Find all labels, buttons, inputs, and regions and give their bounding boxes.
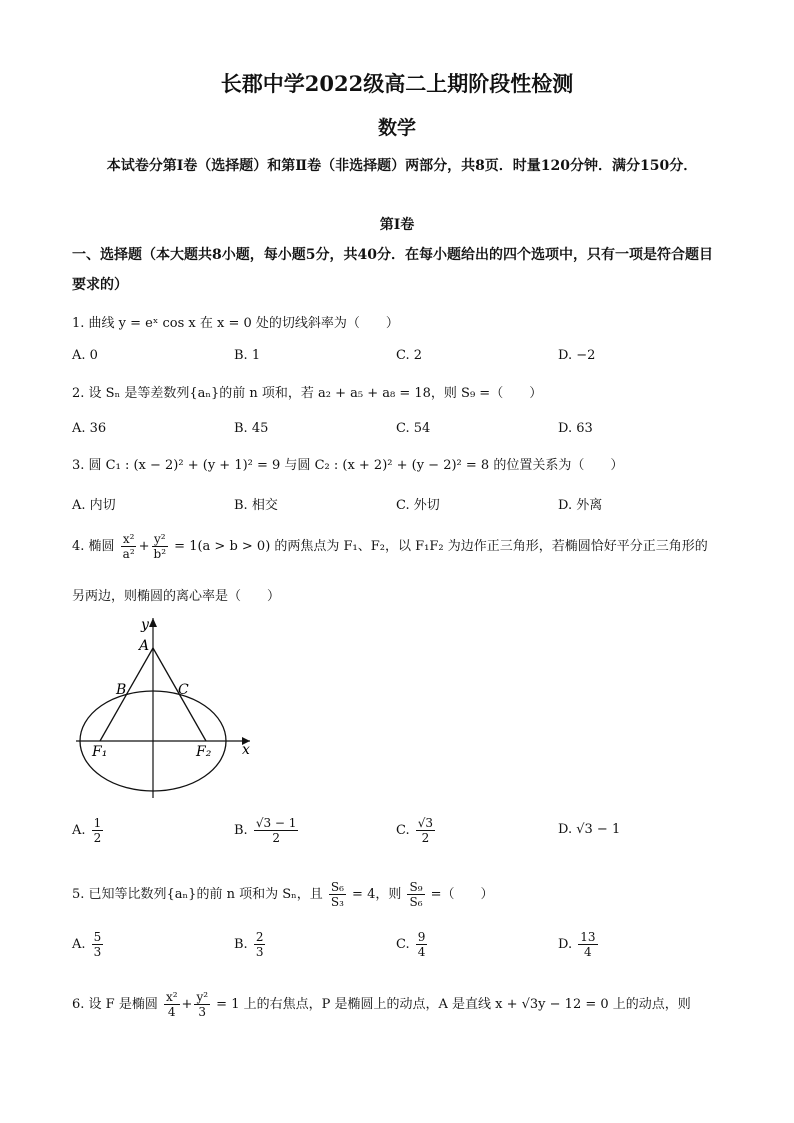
section-heading: 一、选择题（本大题共8小题，每小题5分，共40分．在每小题给出的四个选项中，只有一项是符合题目要求的） [72, 247, 713, 293]
label-c: C [178, 682, 189, 698]
option-letter: B. [234, 937, 248, 952]
frac-denominator: S₆ [409, 895, 423, 909]
subject-title: 数学 [377, 117, 416, 139]
q3-option-d: D. 外离 [558, 498, 603, 513]
q3-option-a: A. 内切 [72, 498, 116, 513]
option-value [254, 930, 266, 959]
q1-option-b: B. 1 [234, 348, 261, 363]
frac-numerator: √3 − 1 [255, 816, 297, 830]
frac-denominator: 3 [255, 945, 264, 959]
frac-denominator: 2 [93, 831, 102, 845]
option-value [92, 930, 104, 959]
option-value [92, 816, 104, 845]
label-b: B [116, 682, 127, 698]
frac-numerator: 13 [580, 930, 596, 944]
frac-denominator: 3 [198, 1005, 207, 1019]
q2-option-c: C. 54 [396, 421, 431, 436]
q4-option-c [396, 816, 437, 845]
volume-heading: 第Ⅰ卷 [379, 217, 415, 233]
q4-option-b [234, 816, 300, 845]
option-value [254, 816, 299, 845]
frac-numerator: x² [122, 532, 135, 546]
frac-numerator: x² [165, 990, 178, 1004]
q6-stem-part-b: = 1 上的右焦点，P 是椭圆上的动点，A 是直线 x + √3y − 12 = 0 上的动点，则 [212, 997, 691, 1012]
frac-numerator: 9 [417, 930, 426, 944]
frac-denominator: 2 [421, 831, 430, 845]
q2-option-b: B. 45 [234, 421, 269, 436]
question-4-stem: 4. 椭圆 $\frac{\text{x²}}{\text{a²}}$ + $\frac{\text{y²}}{\text{b²}}$ = 1(a > b > 0) 的两焦点为 F₁、F₂，以 F₁F₂ 为边作正三角形，若椭圆恰好平分正三角形的 [72, 532, 708, 561]
q5-option-b [234, 930, 267, 959]
q4-option-a [72, 816, 105, 845]
q3-option-b: B. 相交 [234, 498, 278, 513]
question-6-stem: 6. 设 F 是椭圆 $\frac{\text{x²}}{4}$ + $\frac{\text{y²}}{3}$ = 1 上的右焦点，P 是椭圆上的动点，A 是直线 x + √3y − 12 = 0 上的动点，则 [72, 990, 691, 1019]
q4-stem-part-a: 4. 椭圆 [72, 539, 119, 554]
option-letter: A. [72, 823, 86, 838]
option-value [416, 930, 428, 959]
question-5-stem [72, 880, 732, 909]
frac-denominator: b² [153, 547, 167, 561]
q5-stem-part-b: = 4，则 [347, 887, 406, 902]
q5-option-c [396, 930, 429, 959]
frac-denominator: 2 [272, 831, 280, 845]
q4-frac-y [152, 532, 169, 561]
q2-option-a: A. 36 [72, 421, 107, 436]
label-a: A [139, 638, 150, 654]
frac-numerator: 1 [93, 816, 102, 830]
triangle-side-left [100, 648, 153, 741]
option-letter: C. [396, 823, 410, 838]
exam-title: 长郡中学2022级高二上期阶段性检测 [220, 71, 574, 96]
exam-intro: 本试卷分第Ⅰ卷（选择题）和第Ⅱ卷（非选择题）两部分，共8页．时量120分钟．满分150分． [106, 158, 698, 174]
label-f1: F₁ [92, 744, 108, 760]
frac-numerator: 2 [255, 930, 264, 944]
frac-denominator: 4 [417, 945, 426, 959]
q5-option-d [558, 930, 600, 959]
option-letter: D. [558, 937, 573, 952]
q1-option-d: D. −2 [558, 348, 596, 363]
frac-numerator: 5 [93, 930, 102, 944]
frac-numerator: S₆ [330, 880, 344, 894]
q4-stem-part-b: = 1(a > b > 0) 的两焦点为 F₁、F₂，以 F₁F₂ 为边作正三角形，若椭圆恰好平分正三角形的 [170, 539, 708, 554]
frac-denominator: 4 [584, 945, 592, 959]
frac-numerator: y² [154, 532, 166, 546]
frac-numerator: √3 [417, 816, 434, 830]
option-letter: A. [72, 937, 86, 952]
frac-denominator: a² [122, 547, 135, 561]
q5-stem-part-a: 5. 已知等比数列{aₙ}的前 n 项和为 Sₙ，且 [72, 887, 327, 902]
q6-frac-y [194, 990, 210, 1019]
frac-denominator: S₃ [330, 895, 344, 909]
q6-stem-part-a: 6. 设 F 是椭圆 [72, 997, 162, 1012]
q1-option-a: A. 0 [72, 348, 98, 363]
frac-denominator: 4 [167, 1005, 176, 1019]
frac-denominator: 3 [93, 945, 102, 959]
y-axis-arrow [149, 618, 157, 627]
option-letter: B. [234, 823, 248, 838]
question-1-stem: 1. 曲线 y = eˣ cos x 在 x = 0 处的切线斜率为（ ） [72, 316, 399, 331]
q6-frac-x [164, 990, 180, 1019]
option-letter: C. [396, 937, 410, 952]
frac-numerator: S₉ [409, 880, 423, 894]
ellipse-triangle-figure [70, 612, 260, 802]
q5-stem-part-c: =（ ） [426, 887, 494, 902]
q1-option-c: C. 2 [396, 348, 423, 363]
label-y: y [141, 617, 149, 633]
option-value: √3 − 1 [576, 822, 621, 837]
q5-frac-1 [329, 880, 346, 909]
label-f2: F₂ [196, 744, 212, 760]
option-value [416, 816, 435, 845]
question-2-stem: 2. 设 Sₙ 是等差数列{aₙ}的前 n 项和，若 a₂ + a₅ + a₈ = 18，则 S₉ =（ ） [72, 386, 543, 401]
option-letter: D. [558, 822, 573, 837]
q4-frac-x [121, 532, 137, 561]
option-value [578, 930, 597, 959]
q3-option-c: C. 外切 [396, 498, 440, 513]
q5-option-a [72, 930, 105, 959]
q2-option-d: D. 63 [558, 421, 593, 436]
label-x: x [242, 742, 250, 758]
frac-numerator: y² [196, 990, 209, 1004]
q5-frac-2 [407, 880, 424, 909]
question-3-stem: 3. 圆 C₁ : (x − 2)² + (y + 1)² = 9 与圆 C₂ : (x + 2)² + (y − 2)² = 8 的位置关系为（ ） [72, 458, 624, 473]
q4-option-d [558, 822, 620, 837]
question-4-stem-continued: 另两边，则椭圆的离心率是（ ） [72, 589, 281, 604]
